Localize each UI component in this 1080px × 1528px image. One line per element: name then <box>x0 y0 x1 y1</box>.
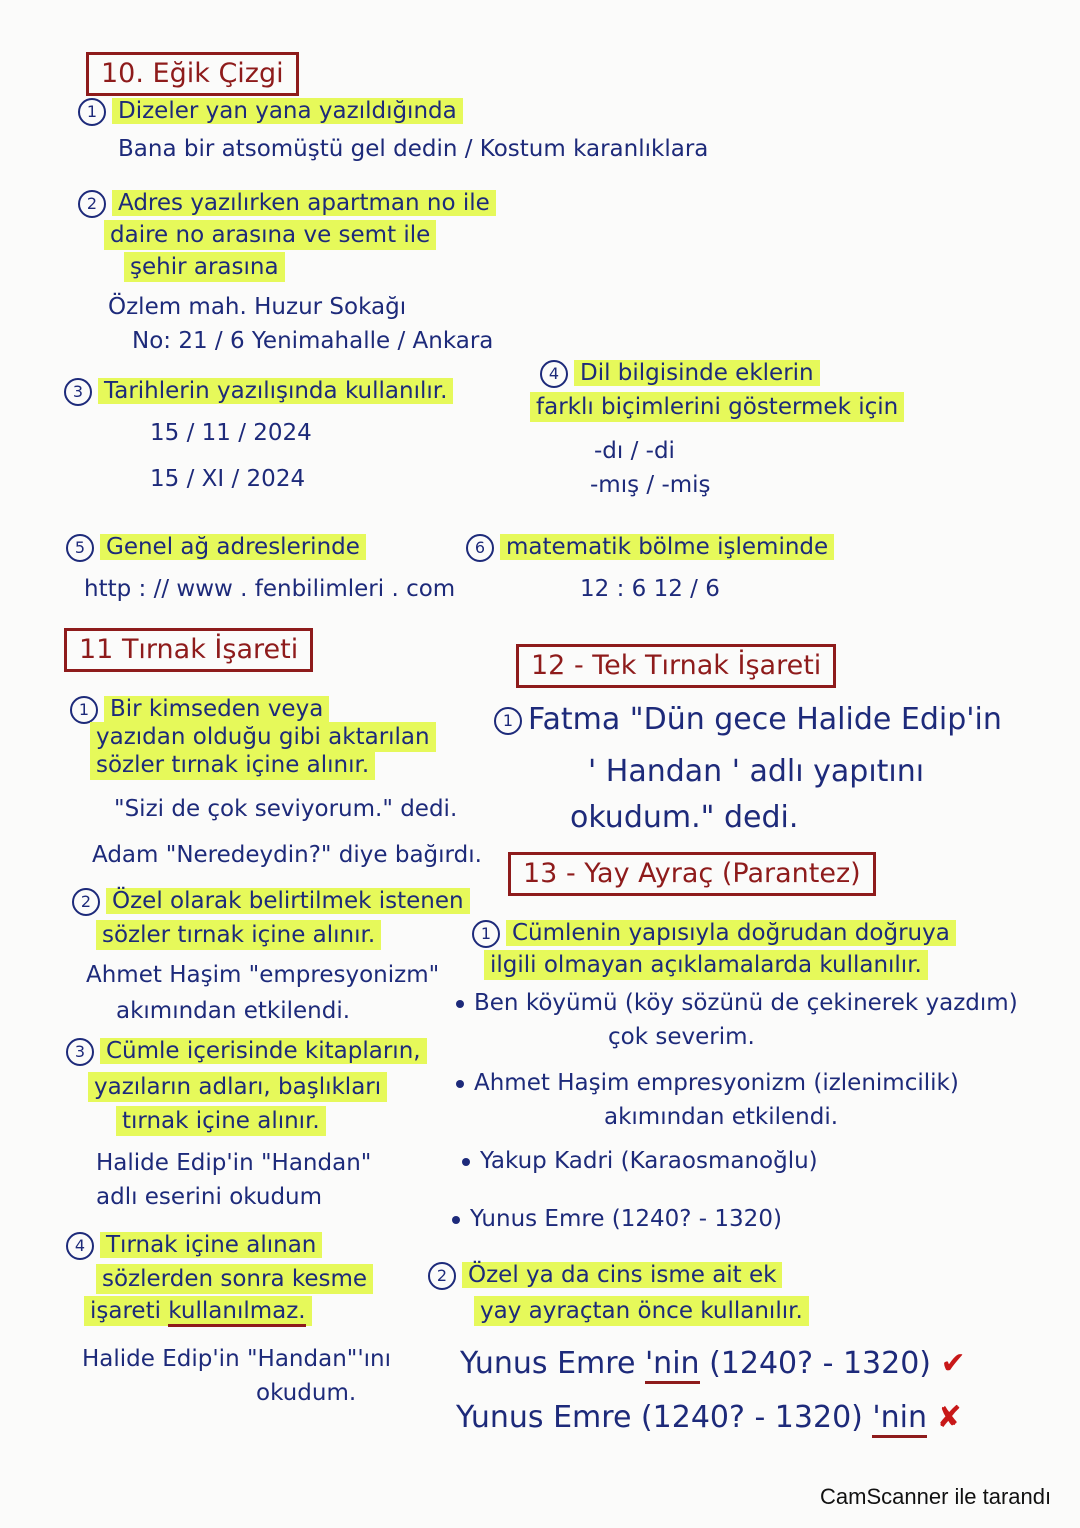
s10-item3-example1: 15 / 11 / 2024 <box>150 420 312 446</box>
s12-item1-line2: ' Handan ' adlı yapıtını <box>588 754 925 789</box>
s10-item4-example2: -mış / -miş <box>590 472 711 498</box>
s10-item4-line1: 4 Dil bilgisinde eklerin <box>540 358 820 388</box>
s13-bullet3: Yakup Kadri (Karaosmanoğlu) <box>462 1146 818 1176</box>
number-3-icon: 3 <box>66 1038 94 1066</box>
s11-item3-line3: tırnak içine alınır. <box>116 1106 326 1136</box>
number-4-icon: 4 <box>540 360 568 388</box>
s10-item5-heading: 5 Genel ağ adreslerinde <box>66 532 366 562</box>
s13-item2-line2: yay ayraçtan önce kullanılır. <box>474 1296 809 1326</box>
s11-item3-example1: Halide Edip'in "Handan" <box>96 1150 372 1176</box>
s13-item1-line2: ilgili olmayan açıklamalarda kullanılır. <box>484 950 928 980</box>
s13-example-wrong: Yunus Emre (1240? - 1320) 'nin ✘ <box>456 1400 962 1436</box>
number-1-icon: 1 <box>78 98 106 126</box>
s11-item2-line1: 2 Özel olarak belirtilmek istenen <box>72 886 470 916</box>
number-4-icon: 4 <box>66 1232 94 1260</box>
s11-item3-line2: yazıların adları, başlıkları <box>88 1072 387 1102</box>
s11-item2-line2: sözler tırnak içine alınır. <box>96 920 381 950</box>
bullet-icon <box>456 1080 464 1088</box>
s12-item1-line3: okudum." dedi. <box>570 800 799 835</box>
s11-item3-line1: 3 Cümle içerisinde kitapların, <box>66 1036 427 1066</box>
s10-item2-example2: No: 21 / 6 Yenimahalle / Ankara <box>132 328 494 354</box>
s10-item2-example1: Özlem mah. Huzur Sokağı <box>108 294 407 320</box>
s10-item4-line2: farklı biçimlerini göstermek için <box>530 392 904 422</box>
number-1-icon: 1 <box>494 707 522 735</box>
number-2-icon: 2 <box>428 1262 456 1290</box>
s10-item6-heading: 6 matematik bölme işleminde <box>466 532 834 562</box>
s12-item1-line1: 1 Fatma "Dün gece Halide Edip'in <box>494 702 1002 738</box>
s11-item1-example2: Adam "Neredeydin?" diye bağırdı. <box>92 842 482 868</box>
s11-item1-line2: yazıdan olduğu gibi aktarılan <box>90 722 436 752</box>
number-5-icon: 5 <box>66 534 94 562</box>
s11-item4-line3: işareti kullanılmaz. <box>84 1296 312 1326</box>
number-3-icon: 3 <box>64 378 92 406</box>
s10-item1-heading: 1 Dizeler yan yana yazıldığında <box>78 96 463 126</box>
s13-example-correct: Yunus Emre 'nin (1240? - 1320) ✔ <box>460 1346 966 1382</box>
s13-item1-line1: 1 Cümlenin yapısıyla doğrudan doğruya <box>472 918 956 948</box>
s13-bullet4: Yunus Emre (1240? - 1320) <box>452 1204 782 1234</box>
check-icon: ✔ <box>940 1346 966 1381</box>
section-11-title: 11 Tırnak İşareti <box>64 628 313 672</box>
s13-bullet2-line1: Ahmet Haşim empresyonizm (izlenimcilik) <box>456 1068 959 1098</box>
s13-item2-line1: 2 Özel ya da cins isme ait ek <box>428 1260 782 1290</box>
s11-item4-example1: Halide Edip'in "Handan"'ını <box>82 1346 392 1372</box>
s10-item2-line1: 2 Adres yazılırken apartman no ile <box>78 188 496 218</box>
s11-item4-line1: 4 Tırnak içine alınan <box>66 1230 322 1260</box>
s10-item3-example2: 15 / XI / 2024 <box>150 466 306 492</box>
scanner-watermark: CamScanner ile tarandı <box>820 1484 1052 1509</box>
number-1-icon: 1 <box>70 696 98 724</box>
bullet-icon <box>462 1158 470 1166</box>
s13-bullet1-line1: Ben köyümü (köy sözünü de çekinerek yazdım) <box>456 988 1018 1018</box>
number-2-icon: 2 <box>72 888 100 916</box>
s10-item4-example1: -dı / -di <box>594 438 675 464</box>
bullet-icon <box>456 1000 464 1008</box>
number-2-icon: 2 <box>78 190 106 218</box>
s10-item6-example: 12 : 6 12 / 6 <box>580 576 720 602</box>
s11-item2-example1: Ahmet Haşim "empresyonizm" <box>86 962 440 988</box>
section-12-title: 12 - Tek Tırnak İşareti <box>516 644 836 688</box>
s10-item1-example: Bana bir atsomüştü gel dedin / Kostum karanlıklara <box>118 136 709 162</box>
number-1-icon: 1 <box>472 920 500 948</box>
s11-item4-example2: okudum. <box>256 1380 357 1406</box>
s11-item1-line1: 1 Bir kimseden veya <box>70 694 329 724</box>
s11-item1-line3: sözler tırnak içine alınır. <box>90 750 375 780</box>
s13-bullet1-line2: çok severim. <box>608 1024 755 1050</box>
cross-icon: ✘ <box>936 1400 962 1435</box>
bullet-icon <box>452 1216 460 1224</box>
s11-item4-line2: sözlerden sonra kesme <box>96 1264 373 1294</box>
s11-item1-example1: "Sizi de çok seviyorum." dedi. <box>114 796 458 822</box>
section-10-title: 10. Eğik Çizgi <box>86 52 299 96</box>
s13-bullet2-line2: akımından etkilendi. <box>604 1104 839 1130</box>
s11-item3-example2: adlı eserini okudum <box>96 1184 323 1210</box>
section-13-title: 13 - Yay Ayraç (Parantez) <box>508 852 876 896</box>
s10-item2-line2: daire no arasına ve semt ile <box>104 220 436 250</box>
s10-item2-line3: şehir arasına <box>124 252 285 282</box>
s11-item2-example2: akımından etkilendi. <box>116 998 351 1024</box>
number-6-icon: 6 <box>466 534 494 562</box>
s10-item5-example: http : // www . fenbilimleri . com <box>84 576 456 602</box>
s10-item3-heading: 3 Tarihlerin yazılışında kullanılır. <box>64 376 453 406</box>
